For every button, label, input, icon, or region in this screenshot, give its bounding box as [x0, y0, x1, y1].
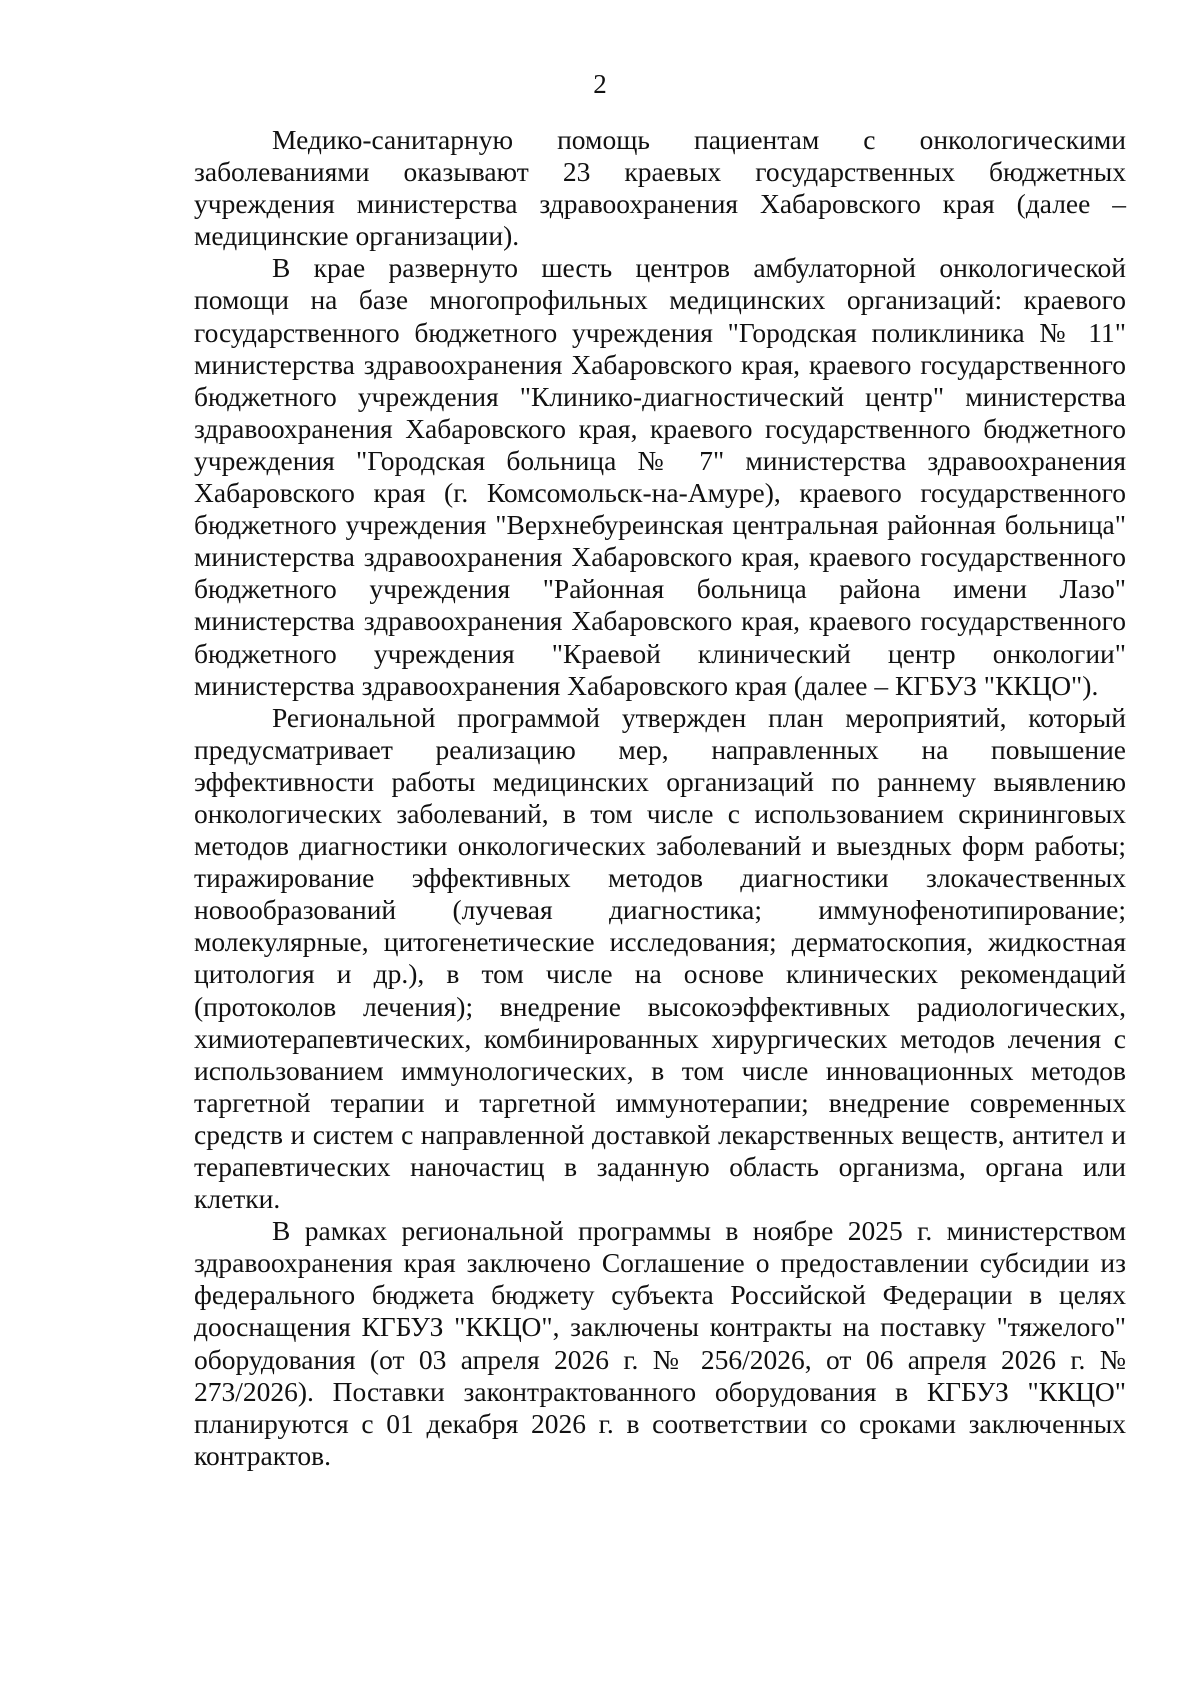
paragraph-oncology-care: Медико-санитарную помощь пациентам с онкологическими заболеваниями оказывают 23 краевых государственных бюджетных учреждения министерства здравоохранения Хабаровского края (далее – медицинские организации). — [194, 124, 1126, 252]
document-body — [194, 124, 1126, 1472]
paragraph-action-plan: Региональной программой утвержден план мероприятий, который предусматривает реализацию мер, направленных на повышение эффективности работы медицинских организаций по раннему выявлению онкологических заболеваний, в том числе с использованием скрининговых методов диагностики онкологических заболеваний и выездных форм работы; тиражирование эффективных методов диагностики злокачественных новообразований (лучевая диагностика; иммунофенотипирование; молекулярные, цитогенетические исследования; дерматоскопия, жидкостная цитология и др.), в том числе на основе клинических рекомендаций (протоколов лечения); внедрение высокоэффективных радиологических, химиотерапевтических, комбинированных хирургических методов лечения с использованием иммунологических, в том числе инновационных методов таргетной терапии и таргетной иммунотерапии; внедрение современных средств и систем с направленной доставкой лекарственных веществ, антител и терапевтических наночастиц в заданную область организма, органа или клетки. — [194, 701, 1126, 1215]
paragraph-equipment-contracts: В рамках региональной программы в ноябре 2025 г. министерством здравоохранения края заключено Соглашение о предоставлении субсидии из федерального бюджета бюджету субъекта Российской Федерации в целях дооснащения КГБУЗ "ККЦО", заключены контракты на поставку "тяжелого" оборудования (от 03 апреля 2026 г. № 256/2026, от 06 апреля 2026 г. № 273/2026). Поставки законтрактованного оборудования в КГБУЗ "ККЦО" планируются с 01 декабря 2026 г. в соответствии со сроками заключенных контрактов. — [194, 1215, 1126, 1471]
page-number: 2 — [593, 69, 607, 99]
paragraph-outpatient-centers: В крае развернуто шесть центров амбулаторной онкологической помощи на базе многопрофильных медицинских организаций: краевого государственного бюджетного учреждения "Городская поликлиника № 11" министерства здравоохранения Хабаровского края, краевого государственного бюджетного учреждения "Клинико-диагностический центр" министерства здравоохранения Хабаровского края, краевого государственного бюджетного учреждения "Городская больница № 7" министерства здравоохранения Хабаровского края (г. Комсомольск-на-Амуре), краевого государственного бюджетного учреждения "Верхнебуреинская центральная районная больница" министерства здравоохранения Хабаровского края, краевого государственного бюджетного учреждения "Районная больница района имени Лазо" министерства здравоохранения Хабаровского края, краевого государственного бюджетного учреждения "Краевой клинический центр онкологии" министерства здравоохранения Хабаровского края (далее – КГБУЗ "ККЦО"). — [194, 252, 1126, 701]
